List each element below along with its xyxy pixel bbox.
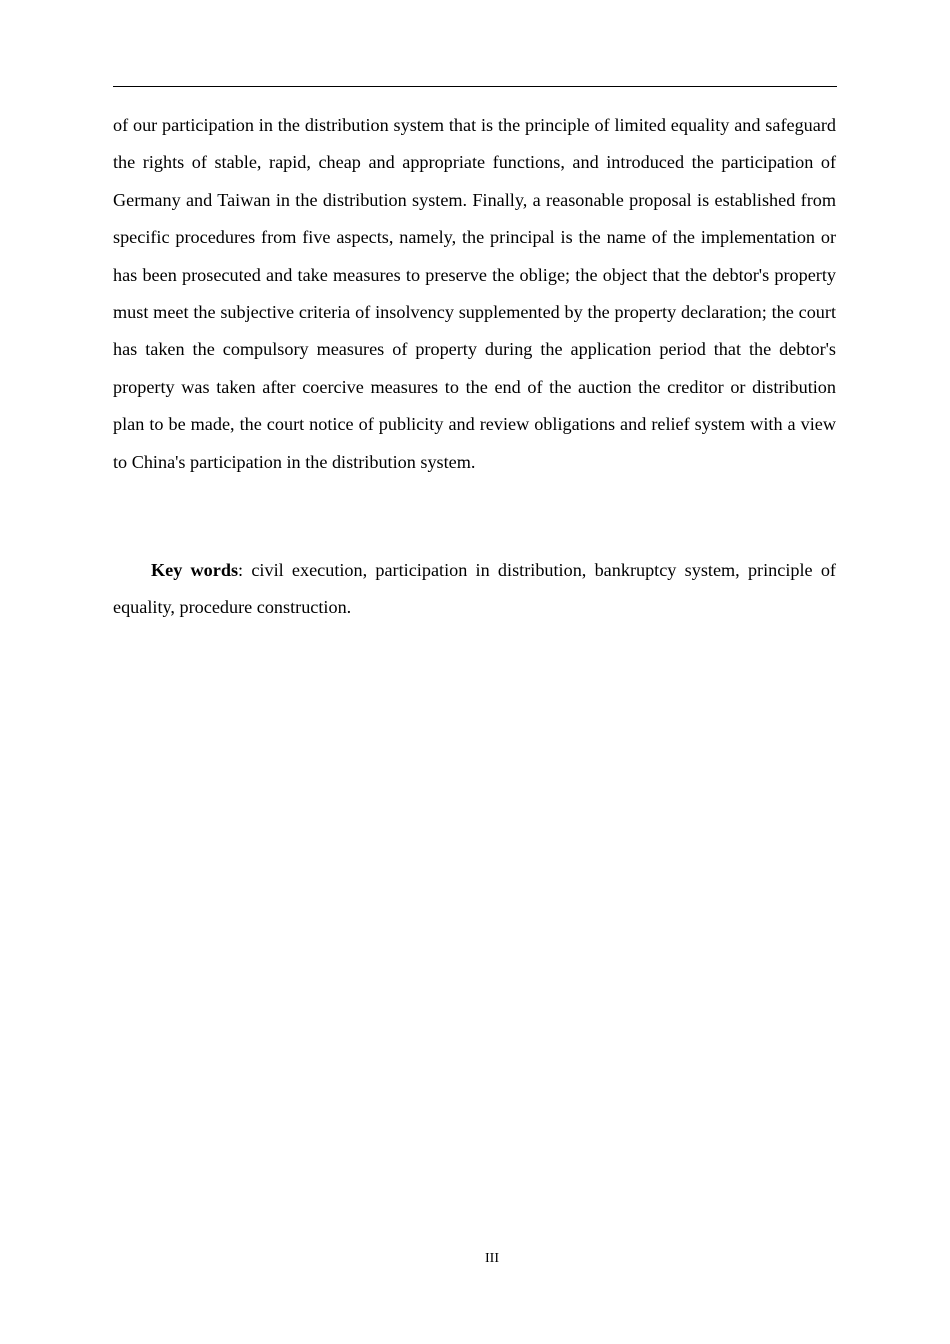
keywords-text: civil execution, participation in distribution, bankruptcy system, principle of equality, procedure construction.: [113, 560, 836, 618]
keywords-separator: :: [238, 560, 252, 580]
page-number: III: [485, 1251, 499, 1266]
keywords-paragraph: [113, 552, 836, 627]
header-rule: [113, 86, 837, 87]
abstract-body-paragraph: of our participation in the distribution system that is the principle of limited equality and safeguard the rights of stable, rapid, cheap and appropriate functions, and introduced the participation of Germany and Taiwan in the distribution system. Finally, a reasonable proposal is established from specific procedures from five aspects, namely, the principal is the name of the implementation or has been prosecuted and take measures to preserve the oblige; the object that the debtor's property must meet the subjective criteria of insolvency supplemented by the property declaration; the court has taken the compulsory measures of property during the application period that the debtor's property was taken after coercive measures to the end of the auction the creditor or distribution plan to be made, the court notice of publicity and review obligations and relief system with a view to China's participation in the distribution system.: [113, 115, 836, 472]
keywords-label: Key words: [151, 560, 239, 580]
